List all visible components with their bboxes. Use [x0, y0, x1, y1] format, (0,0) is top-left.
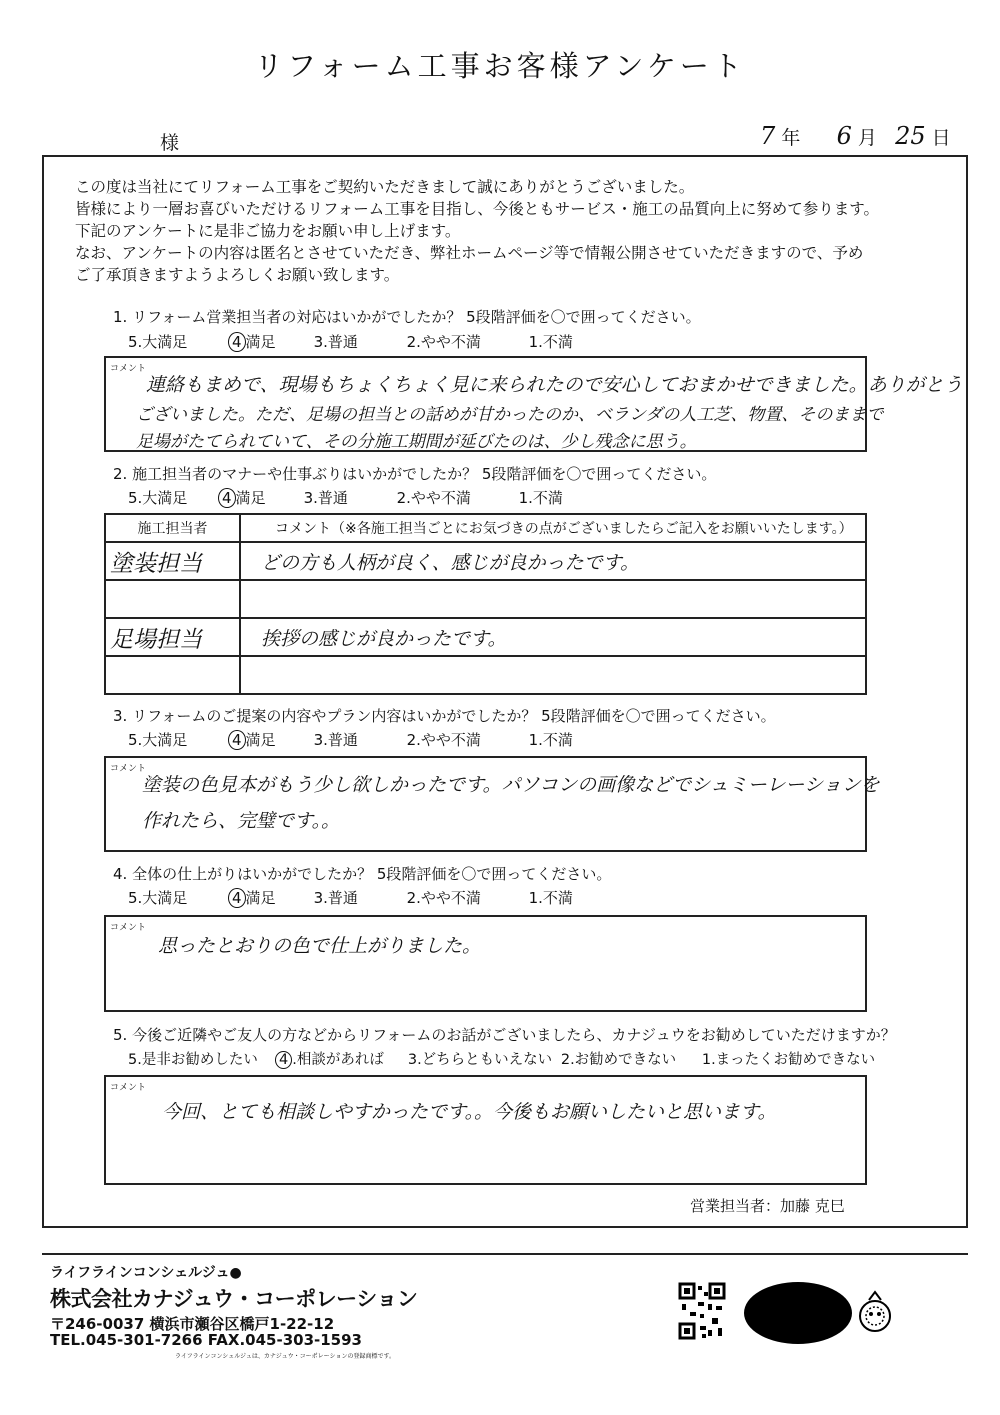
- q5-option-2[interactable]: 2.お勧めできない: [560, 1052, 677, 1068]
- staff-name-empty[interactable]: [105, 656, 240, 694]
- table-row: [105, 580, 866, 618]
- q1-option-4-label: 満足: [245, 333, 276, 351]
- date-month: 6: [836, 122, 852, 150]
- q5-selected-mark: 4: [275, 1051, 292, 1069]
- q1-option-2[interactable]: 2.やや不満: [406, 333, 481, 351]
- q5-option-4-label: .相談があれば: [292, 1052, 384, 1068]
- staff-header: 施工担当者: [105, 514, 240, 542]
- date-year-unit: 年: [781, 127, 801, 149]
- date-day-unit: 日: [931, 127, 951, 149]
- q3-option-4[interactable]: [228, 729, 276, 750]
- q2-option-1[interactable]: 1.不満: [518, 489, 563, 507]
- q3-comment-box[interactable]: [104, 756, 880, 852]
- staff-name[interactable]: 足場担当: [105, 618, 240, 656]
- q3-selected-mark: 4: [228, 730, 246, 750]
- mascot-icon: [857, 1290, 893, 1334]
- q4-option-4[interactable]: [228, 887, 276, 908]
- comment-label: コメント: [110, 364, 147, 374]
- q4-options: [128, 887, 573, 908]
- q1-option-3[interactable]: 3.普通: [313, 333, 358, 351]
- date-year: 7: [760, 122, 776, 150]
- q5-option-5[interactable]: 5.是非お勧めしたい: [128, 1052, 258, 1068]
- intro-line: 皆様により一層お喜びいただけるリフォーム工事を目指し、今後ともサービス・施工の品質向上に努めて参ります。: [75, 200, 879, 218]
- intro-line: ご了承頂きますようよろしくお願い致します。: [75, 266, 400, 284]
- q1-question: 1. リフォーム営業担当者の対応はいかがでしたか？ 5段階評価を〇で囲ってください。: [113, 308, 701, 326]
- q3-option-4-label: 満足: [245, 731, 276, 749]
- staff-comment-text: 挨拶の感じが良かったです。: [261, 627, 507, 650]
- q4-comment-line: 思ったとおりの色で仕上がりました。: [158, 935, 482, 957]
- q2-option-4[interactable]: [218, 487, 266, 508]
- staff-comment-text: どの方も人柄が良く、感じが良かったです。: [261, 551, 640, 574]
- staff-comment[interactable]: [240, 618, 866, 656]
- q5-options: [128, 1048, 875, 1069]
- table-row: [105, 618, 866, 656]
- survey-date: [760, 122, 951, 150]
- q1-option-5[interactable]: 5.大満足: [128, 333, 188, 351]
- table-row: [105, 542, 866, 580]
- survey-title: リフォーム工事お客様アンケート: [254, 49, 746, 83]
- q3-question: 3. リフォームのご提案の内容やプラン内容はいかがでしたか？ 5段階評価を〇で囲ってください。: [113, 707, 776, 725]
- date-day: 25: [895, 122, 926, 150]
- q1-comment-line: ございました。ただ、足場の担当との話めが甘かったのか、ベランダの人工芝、物置、そのままで: [136, 405, 884, 425]
- q4-option-1[interactable]: 1.不満: [528, 889, 573, 907]
- company-address: 〒246-0037 横浜市瀬谷区橋戸1-22-12: [50, 1315, 335, 1333]
- q1-comment-line: 連絡もまめで、現場もちょくちょく見に来られたので安心しておまかせできました。ありがとう: [146, 374, 963, 396]
- q3-options: [128, 729, 573, 750]
- q3-option-5[interactable]: 5.大満足: [128, 731, 188, 749]
- q2-selected-mark: 4: [218, 488, 236, 508]
- q1-selected-mark: 4: [228, 332, 246, 352]
- q2-option-5[interactable]: 5.大満足: [128, 489, 188, 507]
- q4-option-5[interactable]: 5.大満足: [128, 889, 188, 907]
- sales-rep: 営業担当者：加藤 克巳: [690, 1197, 845, 1215]
- staff-name-empty[interactable]: [105, 580, 240, 618]
- q2-option-4-label: 満足: [235, 489, 266, 507]
- q1-options: [128, 331, 573, 352]
- staff-name[interactable]: 塗装担当: [105, 542, 240, 580]
- table-row: [105, 656, 866, 694]
- q2-question: 2. 施工担当者のマナーや仕事ぶりはいかがでしたか？ 5段階評価を〇で囲ってください。: [113, 465, 717, 483]
- q5-comment-line: 今回、とても相談しやすかったです。。今後もお願いしたいと思います。: [162, 1101, 777, 1123]
- q5-option-1[interactable]: 1.まったくお勧めできない: [701, 1052, 876, 1068]
- q2-option-3[interactable]: 3.普通: [303, 489, 348, 507]
- staff-comment-header: コメント（※各施工担当ごとにお気づきの点がございましたらご記入をお願いいたします。）: [240, 514, 866, 542]
- q2-option-2[interactable]: 2.やや不満: [396, 489, 471, 507]
- q5-option-4[interactable]: [275, 1048, 384, 1069]
- intro-line: 下記のアンケートに是非ご協力をお願い申し上げます。: [75, 222, 461, 240]
- q4-comment-box[interactable]: [104, 915, 867, 1012]
- intro-text: [75, 176, 935, 286]
- q3-option-1[interactable]: 1.不満: [528, 731, 573, 749]
- intro-line: この度は当社にてリフォーム工事をご契約いただきまして誠にありがとうございました。: [75, 178, 695, 196]
- q2-options: [128, 487, 563, 508]
- q1-option-1[interactable]: 1.不満: [528, 333, 573, 351]
- q3-comment-line: 作れたら、完璧です。。: [142, 810, 340, 832]
- q5-comment-box[interactable]: [104, 1075, 867, 1185]
- q5-option-3[interactable]: 3.どちらともいえない: [407, 1052, 553, 1068]
- comment-label: コメント: [110, 764, 147, 774]
- q4-option-3[interactable]: 3.普通: [313, 889, 358, 907]
- q1-option-4[interactable]: [228, 331, 276, 352]
- q1-comment-line: 足場がたてられていて、その分施工期間が延びたのは、少し残念に思う。: [136, 432, 697, 452]
- q1-comment-box[interactable]: [104, 356, 963, 452]
- q5-question: 5. 今後ご近隣やご友人の方などからリフォームのお話がございましたら、カナジュウをお勧めしていただけますか？: [113, 1026, 896, 1044]
- customer-salutation: 様: [160, 132, 180, 154]
- redacted-speech-bubble: [744, 1282, 852, 1344]
- company-name: 株式会社カナジュウ・コーポレーション: [50, 1287, 418, 1311]
- trademark-note: ライフラインコンシェルジュは、カナジュウ・コーポレーションの登録商標です。: [175, 1353, 395, 1360]
- q4-option-2[interactable]: 2.やや不満: [406, 889, 481, 907]
- q3-comment-line: 塗装の色見本がもう少し欲しかったです。パソコンの画像などでシュミーレーションを: [142, 774, 880, 796]
- staff-table-header: [105, 514, 866, 542]
- staff-table: [104, 513, 867, 695]
- company-tagline: ライフラインコンシェルジュ●: [50, 1265, 242, 1281]
- comment-label: コメント: [110, 923, 147, 933]
- staff-comment-empty[interactable]: [240, 580, 866, 618]
- q4-selected-mark: 4: [228, 888, 246, 908]
- q4-option-4-label: 満足: [245, 889, 276, 907]
- q3-option-3[interactable]: 3.普通: [313, 731, 358, 749]
- staff-comment[interactable]: [240, 542, 866, 580]
- staff-comment-empty[interactable]: [240, 656, 866, 694]
- intro-line: なお、アンケートの内容は匿名とさせていただき、弊社ホームページ等で情報公開させていただきますので、予め: [75, 244, 864, 262]
- qr-code-icon[interactable]: [678, 1282, 726, 1340]
- company-phone: TEL.045-301-7266 FAX.045-303-1593: [50, 1331, 362, 1349]
- date-month-unit: 月: [857, 127, 877, 149]
- footer-divider: [42, 1253, 968, 1255]
- comment-label: コメント: [110, 1083, 147, 1093]
- q3-option-2[interactable]: 2.やや不満: [406, 731, 481, 749]
- q4-question: 4. 全体の仕上がりはいかがでしたか？ 5段階評価を〇で囲ってください。: [113, 865, 612, 883]
